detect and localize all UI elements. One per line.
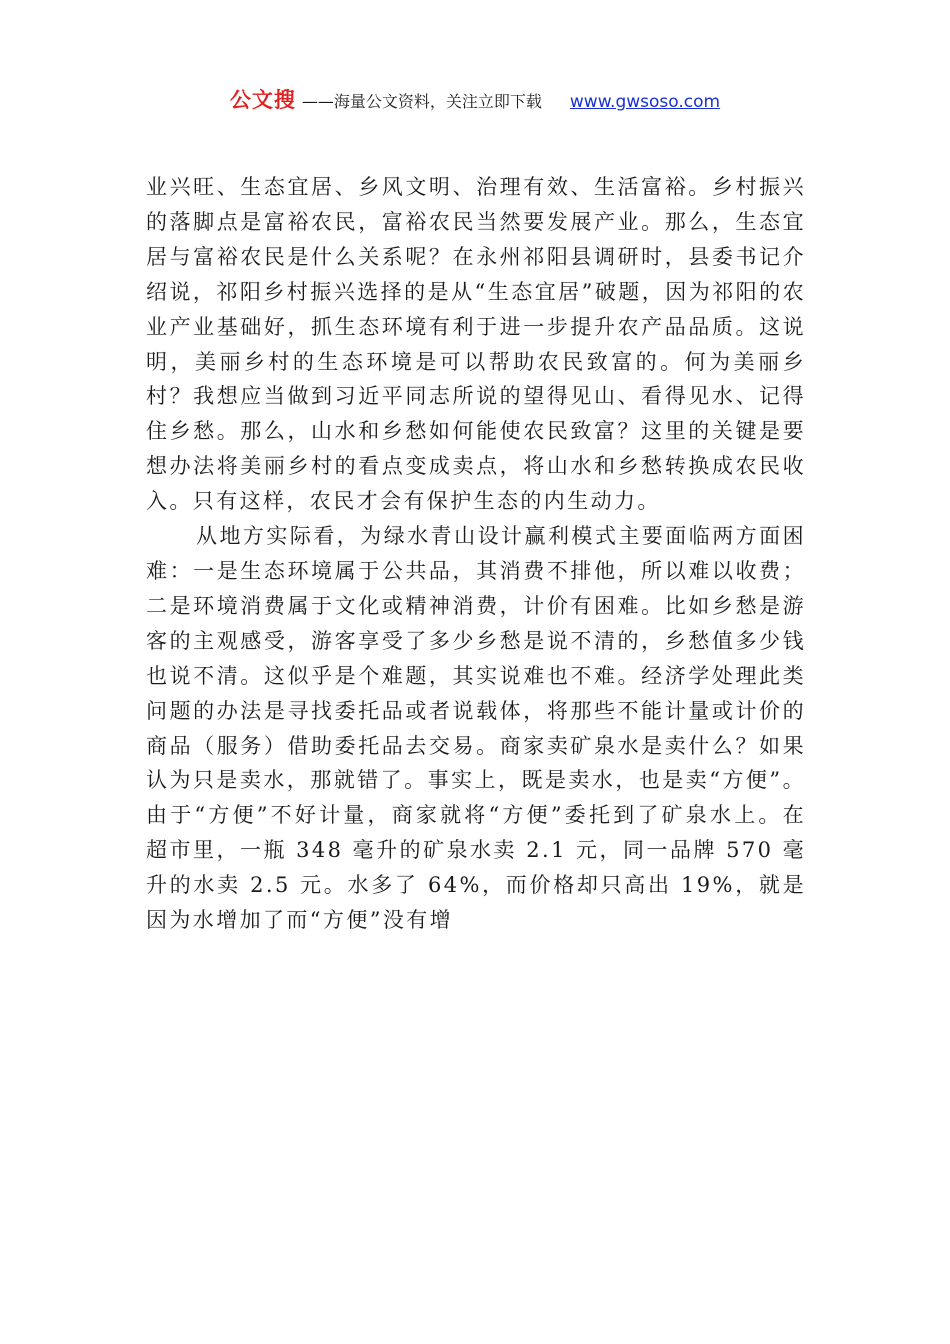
header-tagline: ——海量公文资料，关注立即下载 — [301, 92, 542, 111]
paragraph-1: 业兴旺、生态宜居、乡风文明、治理有效、生活富裕。乡村振兴的落脚点是富裕农民，富裕农民当然要发展产业。那么，生态宜居与富裕农民是什么关系呢？在永州祁阳县调研时，县委书记介绍说，祁阳乡村振兴选择的是从“生态宜居”破题，因为祁阳的农业产业基础好，抓生态环境有利于进一步提升农产品品质。这说明，美丽乡村的生态环境是可以帮助农民致富的。何为美丽乡村？我想应当做到习近平同志所说的望得见山、看得见水、记得住乡愁。那么，山水和乡愁如何能使农民致富？这里的关键是要想办法将美丽乡村的看点变成卖点，将山水和乡愁转换成农民收入。只有这样，农民才会有保护生态的内生动力。 — [146, 175, 806, 514]
paragraph-2: 从地方实际看，为绿水青山设计赢利模式主要面临两方面困难：一是生态环境属于公共品，其消费不排他，所以难以收费；二是环境消费属于文化或精神消费，计价有困难。比如乡愁是游客的主观感受，游客享受了多少乡愁是说不清的，乡愁值多少钱也说不清。这似乎是个难题，其实说难也不难。经济学处理此类问题的办法是寻找委托品或者说载体，将那些不能计量或计价的商品（服务）借助委托品去交易。商家卖矿泉水是卖什么？如果认为只是卖水，那就错了。事实上，既是卖水，也是卖“方便”。由于“方便”不好计量，商家就将“方便”委托到了矿泉水上。在超市里，一瓶 348 毫升的矿泉水卖 2.1 元，同一品牌 570 毫升的水卖 2.5 元。水多了 64%，而价格却只高出 19%，就是因为水增加了而“方便”没有增 — [146, 524, 806, 933]
page-header — [0, 84, 950, 112]
brand-logo-text: 公文搜 — [229, 88, 296, 112]
website-link[interactable]: www.gwsoso.com — [569, 92, 721, 112]
document-body — [146, 170, 806, 938]
